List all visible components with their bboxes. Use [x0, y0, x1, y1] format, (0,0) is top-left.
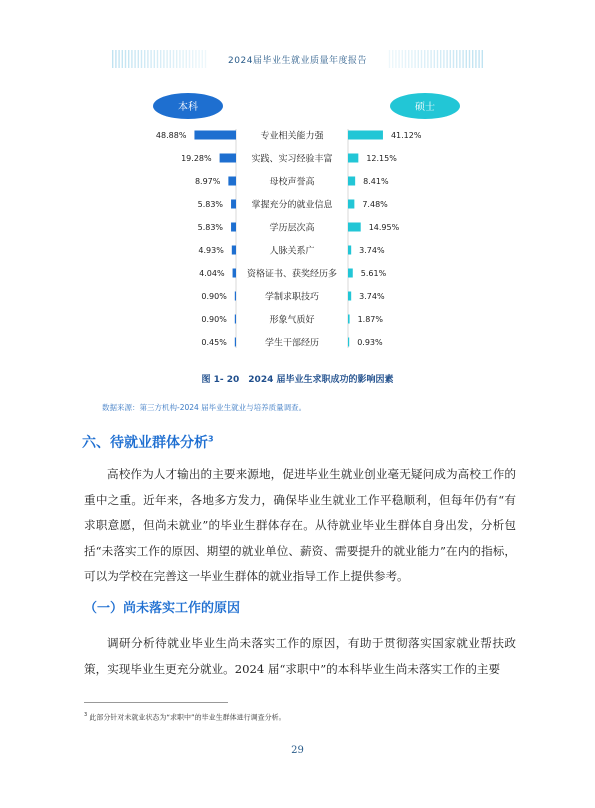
- category-label: 专业相关能力强: [260, 131, 324, 142]
- bar-undergrad: [228, 177, 236, 186]
- value-label-undergrad: 0.90%: [201, 315, 227, 324]
- bar-undergrad: [232, 246, 236, 255]
- value-label-undergrad: 0.45%: [201, 338, 227, 347]
- subsection-heading: （一）尚未落实工作的原因: [84, 601, 241, 616]
- value-label-master: 3.74%: [359, 246, 385, 255]
- bar-master: [348, 154, 358, 163]
- value-label-undergrad: 0.90%: [201, 292, 227, 301]
- bar-undergrad: [233, 269, 236, 278]
- figure-caption: 图 1- 20 2024 届毕业生求职成功的影响因素: [201, 375, 394, 385]
- bar-master: [348, 131, 383, 140]
- value-label-master: 14.95%: [368, 223, 400, 232]
- bar-master: [348, 177, 355, 186]
- category-label: 母校声誉高: [269, 177, 315, 188]
- footnote-text: 此部分针对未就业状态为“求职中”的毕业生群体进行调查分析。: [89, 713, 286, 722]
- value-label-undergrad: 4.04%: [199, 269, 225, 278]
- bar-master: [348, 269, 353, 278]
- bar-master: [348, 246, 351, 255]
- value-label-master: 5.61%: [360, 269, 387, 278]
- footnote-mark: 3: [84, 712, 88, 718]
- bar-master: [348, 338, 349, 347]
- value-label-undergrad: 4.93%: [198, 246, 224, 255]
- bar-undergrad: [194, 131, 236, 140]
- factors-butterfly-chart: [0, 88, 595, 356]
- legend-undergrad-label: 本科: [178, 102, 198, 113]
- bar-undergrad: [235, 292, 236, 301]
- bar-master: [348, 315, 350, 324]
- category-label: 学历层次高: [269, 223, 315, 234]
- data-source-note: 数据来源：第三方机构-2024 届毕业生就业与培养质量调查。: [102, 403, 307, 412]
- paragraph-reasons: 调研分析待就业毕业生尚未落实工作的原因，有助于贯彻落实国家就业帮扶政策，实现毕业生更充分就业。2024 届“求职中”的本科毕业生尚未落实工作的主要: [84, 636, 516, 676]
- bar-undergrad: [231, 200, 236, 209]
- value-label-undergrad: 19.28%: [181, 154, 212, 163]
- value-label-undergrad: 48.88%: [155, 131, 187, 140]
- page-number: 29: [291, 745, 304, 756]
- legend-master-label: 硕士: [415, 102, 435, 113]
- value-label-master: 8.41%: [363, 177, 389, 186]
- value-label-master: 3.74%: [359, 292, 385, 301]
- bar-undergrad: [220, 154, 236, 163]
- value-label-master: 12.15%: [366, 154, 397, 163]
- section-heading: [82, 432, 214, 452]
- value-label-master: 7.48%: [362, 200, 388, 209]
- value-label-master: 0.93%: [357, 338, 383, 347]
- category-label: 学生干部经历: [264, 338, 320, 349]
- category-label: 学制求职技巧: [264, 292, 320, 303]
- category-label: 人脉关系广: [269, 246, 315, 257]
- section-heading-text: 六、待就业群体分析: [82, 435, 208, 451]
- bar-master: [348, 223, 361, 232]
- bar-undergrad: [231, 223, 236, 232]
- paragraph-intro: 高校作为人才输出的主要来源地，促进毕业生就业创业毫无疑问成为高校工作的重中之重。近年来，各地多方发力，确保毕业生就业工作平稳顺利，但每年仍有“有求职意愿，但尚未就业”的毕业生群体存在。从待就业毕业生群体自身出发，分析包括“未落实工作的原因、期望的就业单位、薪资、需要提升的就业能力”在内的指标，可以为学校在完善这一毕业生群体的就业指导工作上提供参考。: [84, 467, 516, 583]
- footnote: [84, 712, 286, 722]
- value-label-undergrad: 5.83%: [197, 223, 224, 232]
- category-label: 形象气质好: [269, 315, 315, 326]
- footnote-ref: 3: [208, 434, 214, 444]
- bar-master: [348, 200, 354, 209]
- footnote-rule: [84, 702, 228, 703]
- bar-undergrad: [235, 338, 236, 347]
- value-label-undergrad: 5.83%: [197, 200, 224, 209]
- value-label-undergrad: 8.97%: [194, 177, 221, 186]
- category-label: 资格证书、获奖经历多: [246, 269, 338, 280]
- bar-master: [348, 292, 351, 301]
- value-label-master: 1.87%: [357, 315, 384, 324]
- value-label-master: 41.12%: [390, 131, 422, 140]
- category-label: 掌握充分的就业信息: [251, 200, 333, 211]
- bar-undergrad: [235, 315, 236, 324]
- running-header: 2024届毕业生就业质量年度报告: [228, 56, 367, 66]
- category-label: 实践、实习经验丰富: [251, 154, 333, 165]
